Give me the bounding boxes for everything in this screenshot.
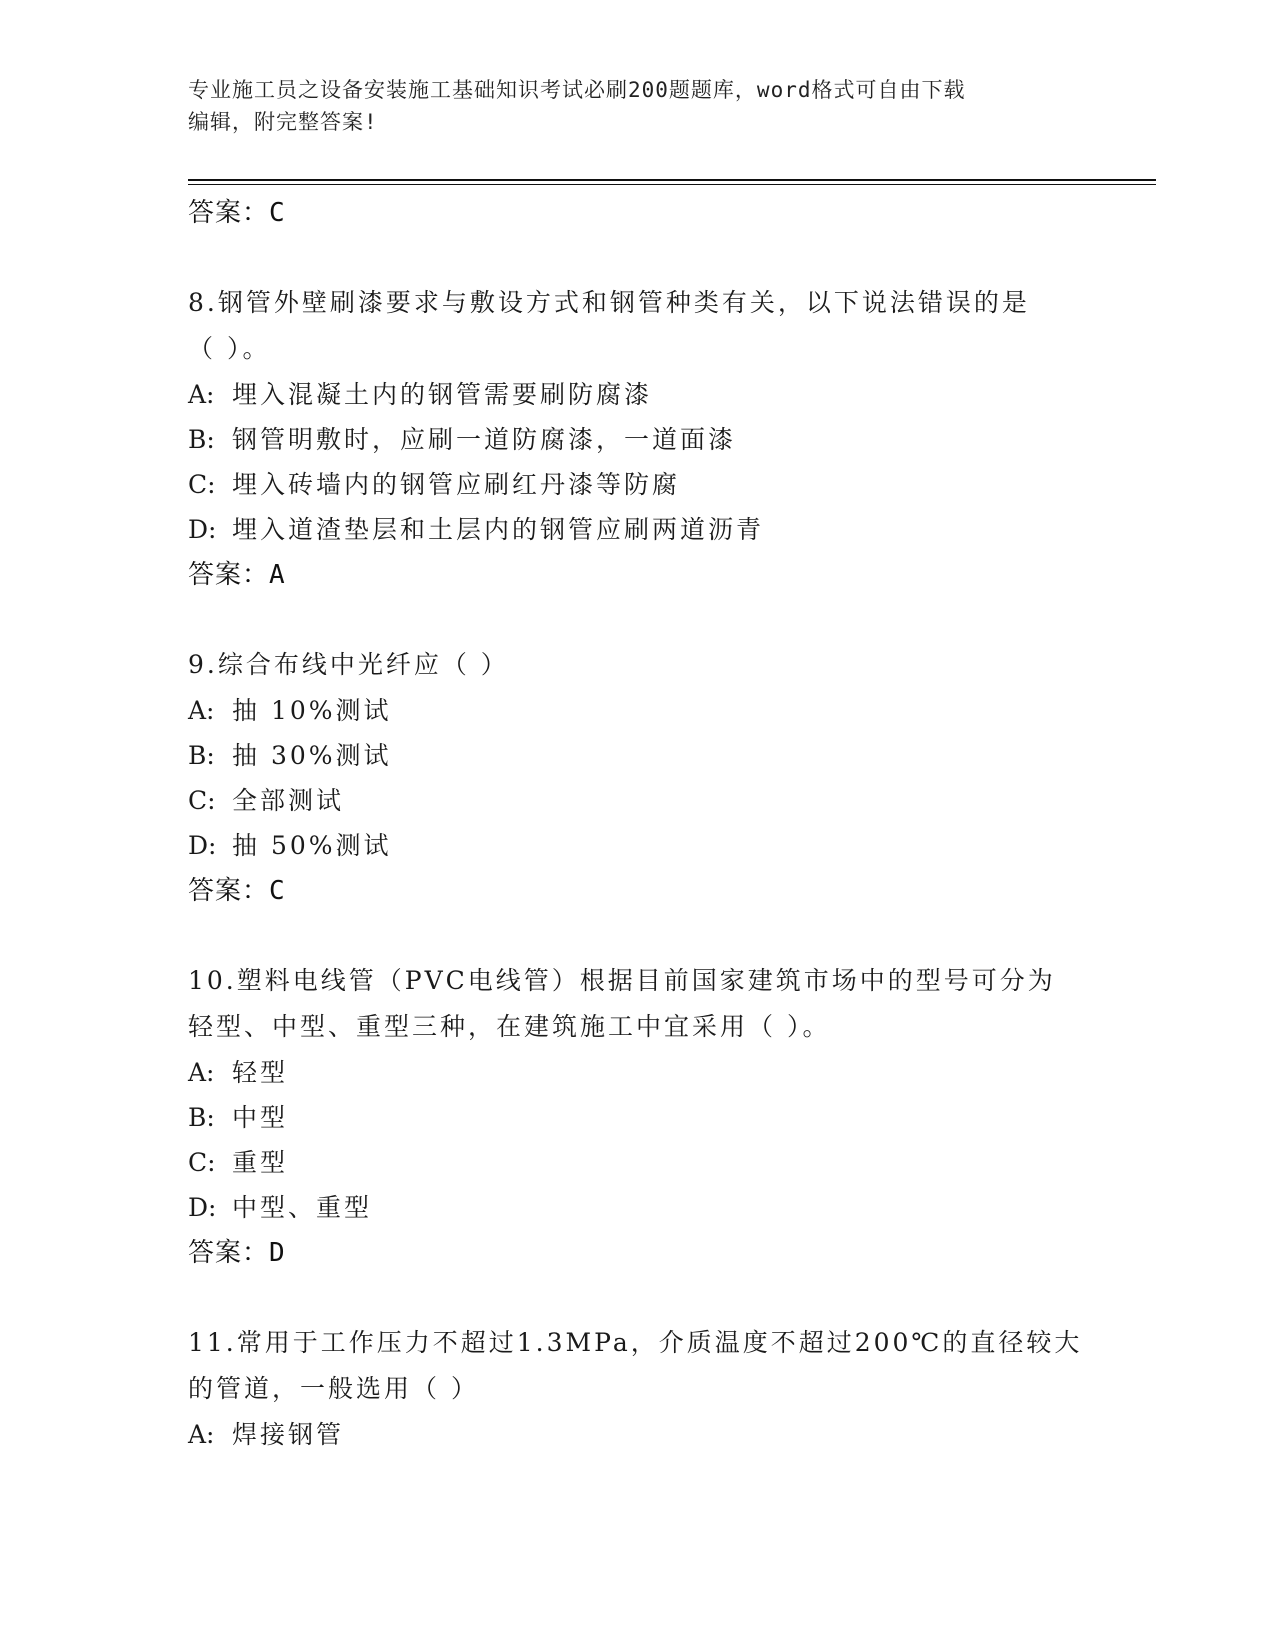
question-text: 10.塑料电线管（PVC电线管）根据目前国家建筑市场中的型号可分为 <box>188 966 1056 995</box>
option-letter: A: <box>188 1058 215 1087</box>
option-text: 埋入道渣垫层和土层内的钢管应刷两道沥青 <box>232 515 765 544</box>
question-block <box>188 280 1088 552</box>
option-letter: A: <box>188 696 215 725</box>
answer-line <box>188 190 1088 236</box>
answer-line <box>188 552 1088 598</box>
option-text: 轻型 <box>232 1058 289 1087</box>
answer-option <box>188 1412 1088 1457</box>
option-text: 埋入混凝土内的钢管需要刷防腐漆 <box>232 380 653 409</box>
option-text: 钢管明敷时，应刷一道防腐漆，一道面漆 <box>232 425 737 454</box>
answer-option <box>188 1185 1088 1230</box>
option-letter: C: <box>188 1148 216 1177</box>
option-text: 全部测试 <box>232 786 345 815</box>
option-text: 埋入砖墙内的钢管应刷红丹漆等防腐 <box>232 470 681 499</box>
question-text: 8.钢管外壁刷漆要求与敷设方式和钢管种类有关，以下说法错误的是 <box>188 288 1030 317</box>
answer-label: 答案： <box>188 1238 270 1268</box>
option-letter: A: <box>188 1420 215 1449</box>
option-letter: B: <box>188 741 215 770</box>
answer-value: C <box>269 198 286 228</box>
option-text: 焊接钢管 <box>232 1420 345 1449</box>
answer-label: 答案： <box>188 198 270 228</box>
header-divider-thick <box>188 179 1156 181</box>
question-block <box>188 958 1088 1230</box>
option-text: 抽 10%测试 <box>232 696 392 725</box>
answer-option <box>188 823 1088 868</box>
option-letter: D: <box>188 831 217 860</box>
option-letter: C: <box>188 786 216 815</box>
option-letter: B: <box>188 1103 215 1132</box>
answer-option <box>188 417 1088 462</box>
question-text: 9.综合布线中光纤应（ ） <box>188 650 509 679</box>
spacer <box>188 598 1088 642</box>
answer-option <box>188 778 1088 823</box>
option-text: 重型 <box>232 1148 289 1177</box>
question-list <box>188 190 1088 1457</box>
question-text: 的管道，一般选用（ ） <box>188 1374 479 1403</box>
question-block <box>188 642 1088 868</box>
option-text: 中型、重型 <box>232 1193 373 1222</box>
header-line-1: 专业施工员之设备安装施工基础知识考试必刷200题题库，word格式可自由下载 <box>188 78 966 102</box>
header-line-2: 编辑，附完整答案! <box>188 110 378 134</box>
answer-option <box>188 507 1088 552</box>
question-text: 11.常用于工作压力不超过1.3MPa，介质温度不超过200℃的直径较大 <box>188 1328 1083 1357</box>
answer-label: 答案： <box>188 560 270 590</box>
option-letter: D: <box>188 515 217 544</box>
option-text: 抽 30%测试 <box>232 741 392 770</box>
question-text: （ ）。 <box>188 334 271 363</box>
option-letter: D: <box>188 1193 217 1222</box>
option-letter: B: <box>188 425 215 454</box>
option-letter: C: <box>188 470 216 499</box>
answer-option <box>188 688 1088 733</box>
answer-line <box>188 868 1088 914</box>
question-text: 轻型、中型、重型三种，在建筑施工中宜采用（ ）。 <box>188 1012 831 1041</box>
answer-value: C <box>269 876 286 906</box>
answer-option <box>188 1095 1088 1140</box>
answer-option <box>188 462 1088 507</box>
spacer <box>188 1276 1088 1320</box>
answer-line <box>188 1230 1088 1276</box>
answer-value: A <box>269 560 286 590</box>
option-text: 抽 50%测试 <box>232 831 392 860</box>
answer-value: D <box>269 1238 286 1268</box>
answer-option <box>188 1050 1088 1095</box>
header-divider-thin <box>188 184 1156 185</box>
question-block <box>188 1320 1088 1457</box>
option-text: 中型 <box>232 1103 289 1132</box>
option-letter: A: <box>188 380 215 409</box>
answer-label: 答案： <box>188 876 270 906</box>
spacer <box>188 236 1088 280</box>
answer-option <box>188 1140 1088 1185</box>
page-header <box>188 74 1068 138</box>
answer-option <box>188 733 1088 778</box>
answer-option <box>188 372 1088 417</box>
spacer <box>188 914 1088 958</box>
